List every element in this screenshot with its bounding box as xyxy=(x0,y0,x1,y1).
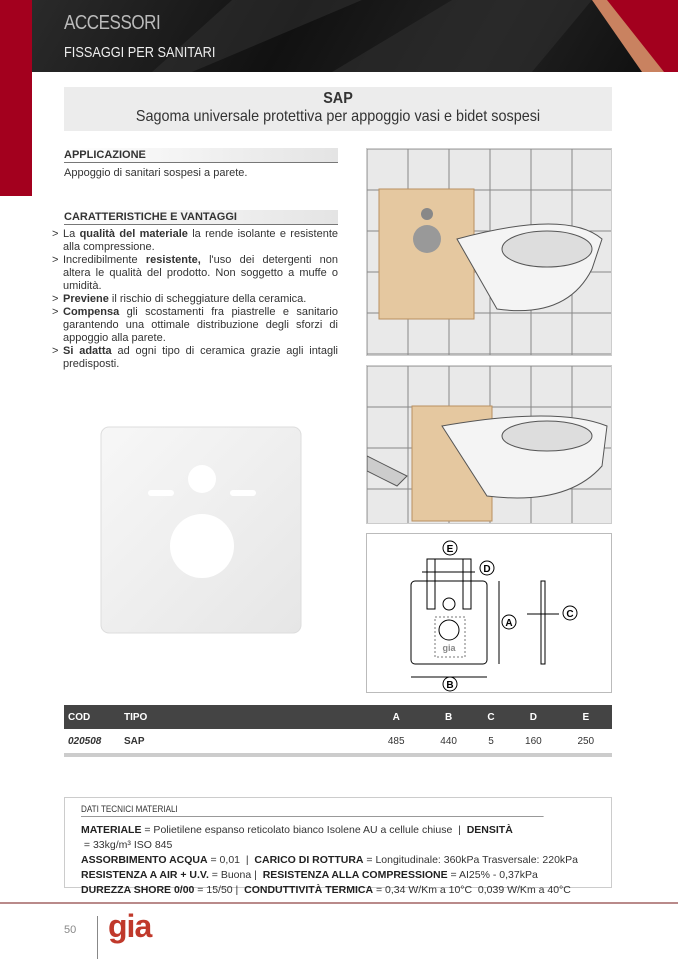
footer-divider xyxy=(0,902,678,904)
tech-property: DUREZZA SHORE 0/00 xyxy=(81,884,195,896)
table-header-row xyxy=(64,705,612,729)
page-header xyxy=(32,0,678,72)
tech-value: = 33kg/m³ ISO 845 xyxy=(81,839,173,851)
dim-label-e: E xyxy=(446,544,454,555)
feature-text: La xyxy=(63,228,80,240)
col-a: A xyxy=(370,705,422,729)
dim-label-c: C xyxy=(566,609,574,620)
col-c: C xyxy=(475,705,507,729)
product-image xyxy=(98,424,304,636)
red-side-strip xyxy=(0,0,32,196)
feature-item xyxy=(52,306,338,345)
diagram-logo: gia xyxy=(442,643,456,653)
features-heading: CARATTERISTICHE E VANTAGGI xyxy=(64,210,338,225)
tech-property: DENSITÀ xyxy=(466,824,513,836)
dim-label-d: D xyxy=(483,564,491,575)
application-section xyxy=(64,148,338,180)
feature-highlight: Previene xyxy=(63,293,109,305)
application-heading: APPLICAZIONE xyxy=(64,148,338,163)
cell-tipo: SAP xyxy=(120,729,370,755)
subsection-title: FISSAGGI PER SANITARI xyxy=(64,44,216,61)
col-d: D xyxy=(507,705,559,729)
dim-label-a: A xyxy=(505,618,513,629)
table-row xyxy=(64,729,612,755)
gia-logo: gia xyxy=(108,908,152,944)
product-title-box xyxy=(64,87,612,131)
footer-separator xyxy=(97,916,98,959)
col-tipo: TIPO xyxy=(120,705,370,729)
feature-highlight: resistente, xyxy=(145,254,201,266)
installation-photo-1 xyxy=(366,148,612,356)
technical-data-lines xyxy=(81,823,595,898)
technical-data-heading: DATI TECNICI MATERIALI xyxy=(81,804,544,817)
tech-property: RESISTENZA ALLA COMPRESSIONE xyxy=(262,869,448,881)
application-text: Appoggio di sanitari sospesi a parete. xyxy=(64,167,248,179)
cell-b: 440 xyxy=(422,729,474,755)
feature-highlight: Compensa xyxy=(63,306,120,318)
tech-value: = Buona | xyxy=(208,869,263,881)
features-list xyxy=(52,228,338,371)
tech-property: CONDUTTIVITÀ TERMICA xyxy=(244,884,374,896)
col-cod: COD xyxy=(64,705,120,729)
dimensions-table xyxy=(64,705,612,757)
cell-cod: 020508 xyxy=(64,729,120,755)
col-b: B xyxy=(422,705,474,729)
cell-a: 485 xyxy=(370,729,422,755)
cell-d: 160 xyxy=(507,729,559,755)
feature-item xyxy=(52,345,338,371)
feature-item xyxy=(52,293,338,306)
tech-value: = Polietilene espanso reticolato bianco Isolene AU a cellule chiuse | xyxy=(141,824,467,836)
installation-photo-2 xyxy=(366,365,612,524)
tech-property: RESISTENZA A AIR + U.V. xyxy=(81,869,209,881)
feature-text: l'uso dei detergenti non altera le qualità del prodotto. Non soggetto a muffe o umidità. xyxy=(63,254,338,292)
product-name: SAP xyxy=(323,90,353,107)
section-title: ACCESSORI xyxy=(64,12,161,34)
tech-value: = AI25% - 0,37kPa xyxy=(447,869,538,881)
feature-item xyxy=(52,254,338,293)
tech-property: CARICO DI ROTTURA xyxy=(254,854,364,866)
feature-text: la rende isolante e resistente alla compressione. xyxy=(63,228,339,253)
technical-data-line xyxy=(81,853,595,868)
tech-property: ASSORBIMENTO ACQUA xyxy=(81,854,208,866)
feature-text: il rischio di scheggiature della ceramica. xyxy=(108,293,307,305)
dim-label-b: B xyxy=(446,680,454,691)
feature-text: gli scostamenti fra piastrelle e sanitario garantendo una ottimale distribuzione degli sforzi di appoggio alla parete. xyxy=(63,306,338,344)
feature-item xyxy=(52,228,338,254)
technical-data-line xyxy=(81,823,595,853)
technical-data-line xyxy=(81,868,595,883)
technical-data-line xyxy=(81,883,595,898)
dimension-diagram xyxy=(366,533,612,693)
feature-text: ad ogni tipo di ceramica grazie agli intagli predisposti. xyxy=(63,345,338,370)
tech-value: = 0,01 | xyxy=(207,854,255,866)
cell-e: 250 xyxy=(560,729,612,755)
tech-value: = 15/50 | xyxy=(194,884,245,896)
tech-value: = Longitudinale: 360kPa Trasversale: 220kPa xyxy=(363,854,579,866)
feature-text: Incredibilmente xyxy=(63,254,146,266)
technical-data-box xyxy=(64,797,612,896)
page-number: 50 xyxy=(64,924,77,936)
header-background-shapes xyxy=(32,0,678,72)
features-section xyxy=(64,210,338,371)
feature-highlight: qualità del materiale xyxy=(79,228,188,240)
col-e: E xyxy=(560,705,612,729)
product-subtitle: Sagoma universale protettiva per appoggio vasi e bidet sospesi xyxy=(135,108,541,125)
tech-value: = 0,34 W/Km a 10°C 0,039 W/Km a 40°C xyxy=(373,884,571,896)
tech-property: MATERIALE xyxy=(81,824,142,836)
feature-highlight: Si adatta xyxy=(63,345,112,357)
cell-c: 5 xyxy=(475,729,507,755)
